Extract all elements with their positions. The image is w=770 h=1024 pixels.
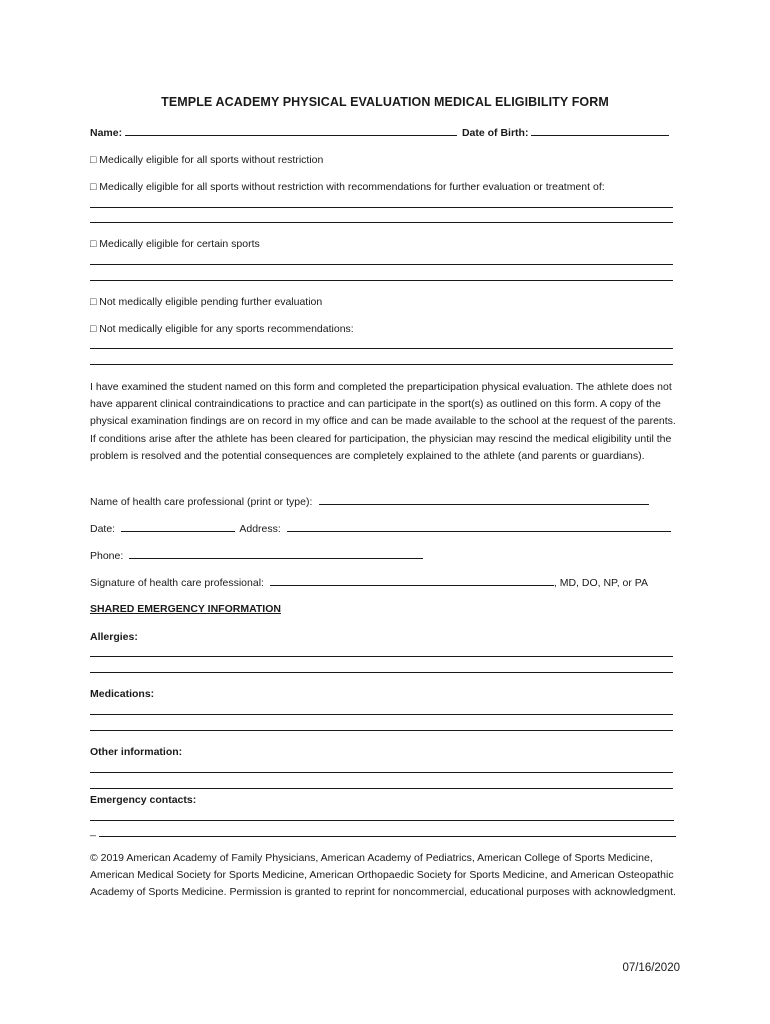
form-title: TEMPLE ACADEMY PHYSICAL EVALUATION MEDICAL ELIGIBILITY FORM [161, 95, 609, 109]
physician-statement: I have examined the student named on this form and completed the preparticipation physical evaluation. The athlete does not have apparent clinical contraindications to practice and can participate in the sport(s) as outlined on this form. A copy of the physical examination findings are on record in my office and can be made available to the school at the request of the parents. If conditions arise after the athlete has been cleared for participation, the physician may rescind the medical eligibility until the problem is resolved and the potential consequences are completely explained to the athlete (and parents or guardians). [90, 381, 676, 462]
address-field[interactable] [287, 520, 671, 532]
date-address-row [90, 520, 673, 536]
medications-line-2[interactable] [90, 730, 673, 731]
signature-label: Signature of health care professional: [90, 577, 264, 589]
option-not-eligible-pending[interactable]: □ Not medically eligible pending further evaluation [90, 296, 323, 308]
credentials-label: , MD, DO, NP, or PA [553, 577, 649, 589]
not-eligible-line-2[interactable] [90, 364, 673, 365]
emergency-contacts-line-1[interactable] [90, 820, 674, 821]
certain-sports-line-1[interactable] [90, 264, 673, 265]
recommendations-line-2[interactable] [90, 222, 673, 223]
allergies-line-1[interactable] [90, 656, 673, 657]
medications-label: Medications: [90, 688, 155, 700]
option-eligible-all[interactable]: □ Medically eligible for all sports without restriction [90, 154, 324, 166]
option-eligible-certain-sports[interactable]: □ Medically eligible for certain sports [90, 238, 260, 250]
dob-field[interactable] [531, 124, 669, 136]
emergency-heading: SHARED EMERGENCY INFORMATION [90, 603, 281, 615]
provider-name-row [90, 493, 651, 509]
other-info-line-2[interactable] [90, 788, 673, 789]
other-info-label: Other information: [90, 746, 183, 758]
signature-row [90, 574, 648, 590]
address-label: Address: [239, 523, 281, 535]
emergency-contacts-label: Emergency contacts: [90, 794, 197, 806]
provider-name-label: Name of health care professional (print or type): [90, 496, 313, 508]
phone-label: Phone: [90, 550, 124, 562]
name-field[interactable] [125, 124, 457, 136]
option-not-eligible-any[interactable]: □ Not medically eligible for any sports recommendations: [90, 323, 354, 335]
recommendations-line-1[interactable] [90, 207, 673, 208]
date-label: Date: [90, 523, 116, 535]
other-info-line-1[interactable] [90, 772, 673, 773]
footer-date: 07/16/2020 [622, 962, 680, 974]
dob-label: Date of Birth: [461, 127, 529, 139]
name-label: Name: [90, 127, 123, 139]
allergies-label: Allergies: [90, 631, 138, 643]
phone-field[interactable] [129, 547, 423, 559]
copyright-notice: © 2019 American Academy of Family Physicians, American Academy of Pediatrics, American College of Sports Medicine, American Medical Society for Sports Medicine, American Orthopaedic Society for Sports Medicine, and American Osteopathic Academy of Sports Medicine. Permission is granted to reprint for noncommercial, educational purposes with acknowledgment. [90, 852, 676, 899]
signature-field[interactable] [270, 574, 554, 586]
phone-row [90, 547, 425, 563]
not-eligible-line-1[interactable] [90, 348, 673, 349]
emergency-contacts-dash: _ [90, 825, 96, 837]
date-field[interactable] [121, 520, 235, 532]
certain-sports-line-2[interactable] [90, 280, 673, 281]
medications-line-1[interactable] [90, 714, 673, 715]
name-dob-row [90, 124, 671, 140]
option-eligible-with-recommendations[interactable]: □ Medically eligible for all sports without restriction with recommendations for further evaluation or treatment of: [90, 181, 605, 193]
emergency-contacts-line-2[interactable] [99, 836, 676, 837]
allergies-line-2[interactable] [90, 672, 673, 673]
provider-name-field[interactable] [319, 493, 649, 505]
